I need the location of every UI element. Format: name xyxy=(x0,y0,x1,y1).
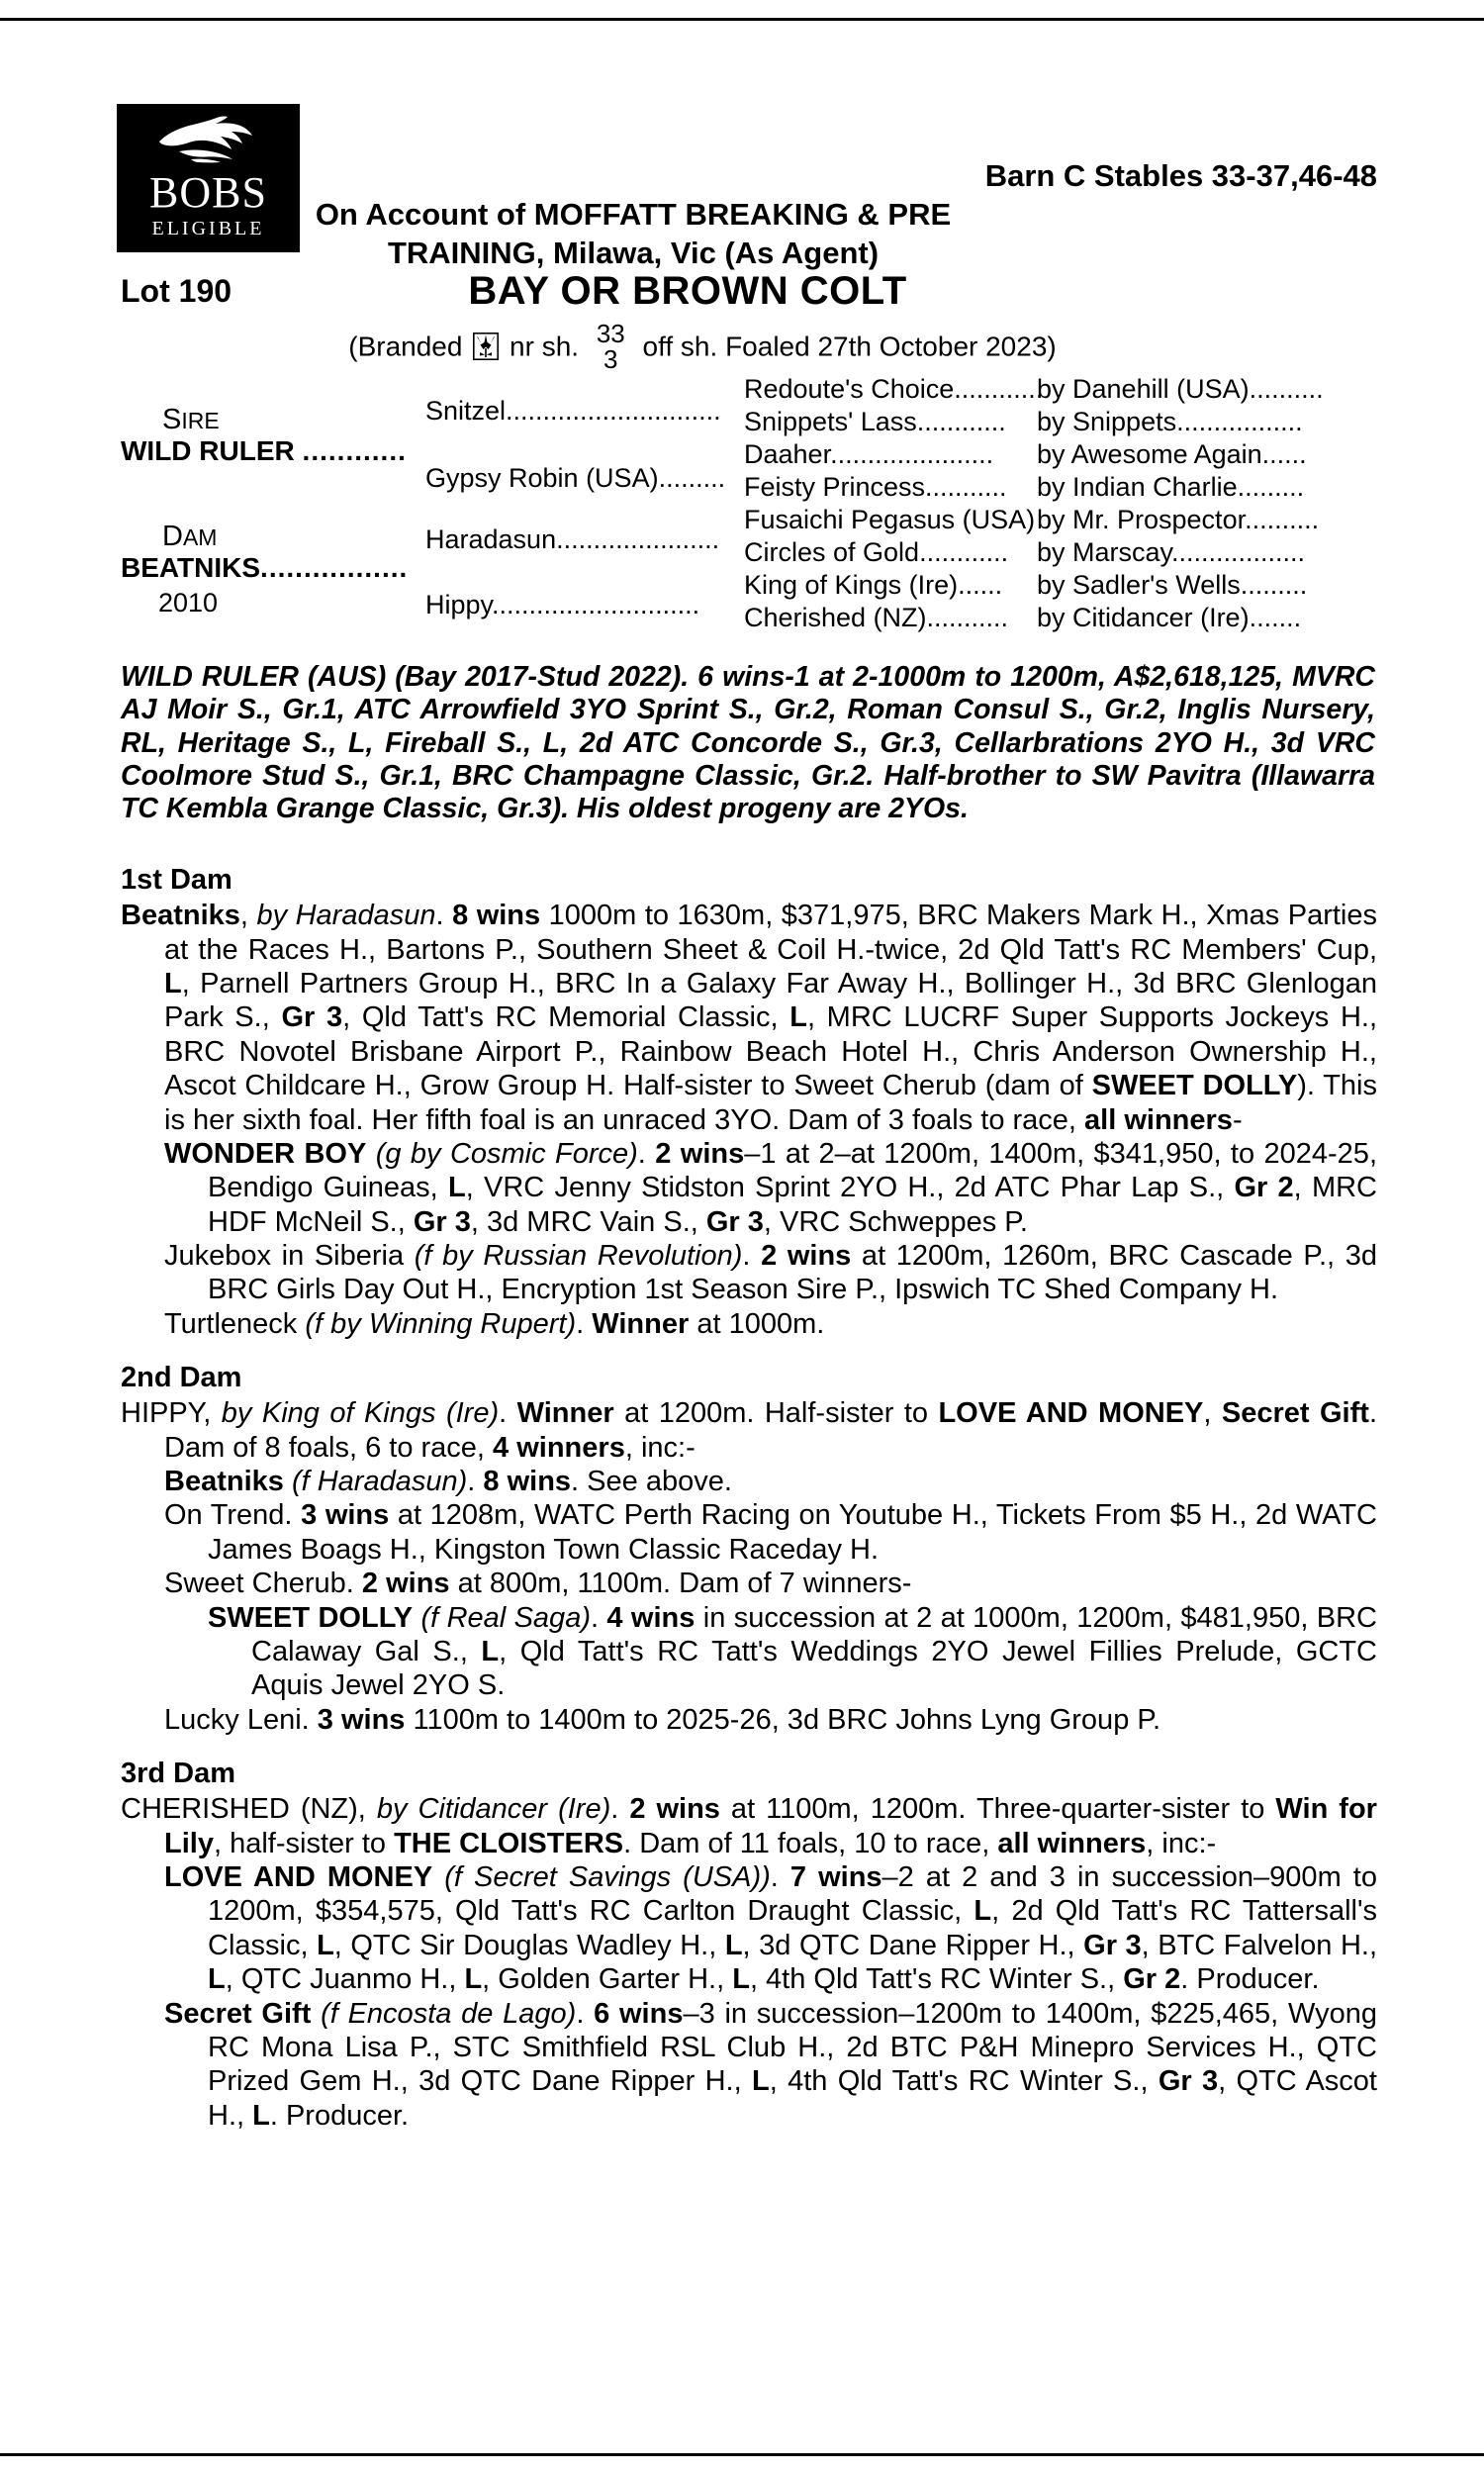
vendor-account-block xyxy=(0,196,1266,273)
first-dam-entries xyxy=(121,899,1377,1341)
pedigree-by-row: by Citidancer (Ire)....... xyxy=(1037,603,1302,632)
dam-dots: ................. xyxy=(260,552,409,583)
pedigree-entry: HIPPY, by King of Kings (Ire). Winner at 1200m. Half-sister to LOVE AND MONEY, Secret Gift. Dam of 8 foals, 6 to race, 4 winners, inc:- xyxy=(121,1397,1377,1464)
pedigree-by-row: by Marscay.................. xyxy=(1037,537,1306,567)
pedigree-mid-row: Snitzel............................. xyxy=(425,396,721,426)
pedigree-by-row: by Danehill (USA).......... xyxy=(1037,374,1324,404)
header xyxy=(0,0,1484,270)
pedigree-sireof-column xyxy=(1037,374,1393,641)
pedigree-mid-row: Hippy............................ xyxy=(425,590,700,619)
dam-label: DAM xyxy=(162,521,218,552)
third-dam-heading: 3rd Dam xyxy=(121,1757,236,1789)
pedigree-entry: Beatniks (f Haradasun). 8 wins. See above. xyxy=(164,1466,732,1498)
pedigree-by-row: by Sadler's Wells......... xyxy=(1037,570,1308,600)
pedigree-entry: On Trend. 3 wins at 1208m, WATC Perth Racing on Youtube H., Tickets From $5 H., 2d WATC James Boags H., Kingston Town Classic Raceday H. xyxy=(164,1499,1377,1566)
brand-number-fraction xyxy=(597,321,625,372)
brand-number-bottom: 3 xyxy=(603,344,618,374)
pedigree-entry: Turtleneck (f by Winning Rupert). Winner at 1000m. xyxy=(164,1307,825,1340)
dam-name: BEATNIKS................. xyxy=(121,552,409,583)
page-title: BAY OR BROWN COLT xyxy=(468,269,907,313)
pedigree-entry: Lucky Leni. 3 wins 1100m to 1400m to 2025-26, 3d BRC Johns Lyng Group P. xyxy=(164,1703,1161,1736)
pedigree-entry: Secret Gift (f Encosta de Lago). 6 wins–3 in succession–1200m to 1400m, $225,465, Wyong RC Mona Lisa P., STC Smithfield RSL Club H., 2d BTC P&H Minepro Services H., QTC Prized Gem H., 3d QTC Dane Ripper H., L, 4th Qld Tatt's RC Winter S., Gr 3, QTC Ascot H., L. Producer. xyxy=(164,1997,1377,2132)
pedigree-entry: Sweet Cherub. 2 wins at 800m, 1100m. Dam of 7 winners- xyxy=(164,1568,912,1600)
pedigree-gp-row: Daaher...................... xyxy=(744,439,994,469)
horse-head-icon xyxy=(149,112,268,169)
sire-label: SIRE xyxy=(162,404,220,435)
pedigree-greatgrandparents-column xyxy=(744,374,1044,641)
pedigree-table xyxy=(0,374,1484,641)
brand-number-top: 33 xyxy=(596,319,625,348)
first-dam-heading: 1st Dam xyxy=(121,864,232,896)
sire-name: WILD RULER ............ xyxy=(121,435,407,466)
pedigree-gp-row: Feisty Princess........... xyxy=(744,472,1007,502)
pedigree-parents-column xyxy=(121,374,409,641)
pedigree-gp-row: Redoute's Choice............ xyxy=(744,374,1044,404)
barn-stables-line: Barn C Stables 33-37,46-48 xyxy=(984,158,1377,193)
pedigree-gp-row: Circles of Gold............ xyxy=(744,537,1009,567)
lot-number: Lot 190 xyxy=(121,273,232,309)
bobs-eligible-subtext: ELIGIBLE xyxy=(151,218,265,239)
pedigree-entry: Beatniks, by Haradasun. 8 wins 1000m to 1630m, $371,975, BRC Makers Mark H., Xmas Parties at the Races H., Bartons P., Southern Sheet & Coil H.-twice, 2d Qld Tatt's RC Members' Cup, L, Parnell Partners Group H., BRC In a Galaxy Far Away H., Bollinger H., 3d BRC Glenlogan Park S., Gr 3, Qld Tatt's RC Memorial Classic, L, MRC LUCRF Super Supports Jockeys H., BRC Novotel Brisbane Airport P., Rainbow Beach Hotel H., Chris Anderson Ownership H., Ascot Childcare H., Grow Group H. Half-sister to Sweet Cherub (dam of SWEET DOLLY). This is her sixth foal. Her fifth foal is an unraced 3YO. Dam of 3 foals to race, all winners- xyxy=(121,900,1378,1136)
pedigree-entry: LOVE AND MONEY (f Secret Savings (USA)). 7 wins–2 at 2 and 3 in succession–900m to 1200m, $354,575, Qld Tatt's RC Carlton Draught Classic, L, 2d Qld Tatt's RC Tattersall's Classic, L, QTC Sir Douglas Wadley H., L, 3d QTC Dane Ripper H., Gr 3, BTC Falvelon H., L, QTC Juanmo H., L, Golden Garter H., L, 4th Qld Tatt's RC Winter S., Gr 2. Producer. xyxy=(164,1861,1378,1996)
branded-prefix: (Branded xyxy=(348,331,463,362)
pedigree-body xyxy=(121,863,1377,2133)
brand-mark-icon xyxy=(473,333,499,360)
vendor-account-line-1: On Account of MOFFATT BREAKING & PRE xyxy=(315,197,952,232)
second-dam-entries xyxy=(121,1396,1377,1737)
bottom-rule xyxy=(0,2453,1484,2456)
sire-dots: ............ xyxy=(302,435,407,466)
third-dam-entries xyxy=(121,1792,1377,2133)
pedigree-gp-row: Fusaichi Pegasus (USA) xyxy=(744,505,1036,534)
second-dam-heading: 2nd Dam xyxy=(121,1362,242,1394)
sire-summary-paragraph: WILD RULER (AUS) (Bay 2017-Stud 2022). 6 wins-1 at 2-1000m to 1200m, A$2,618,125, MVRC AJ Moir S., Gr.1, ATC Arrowfield 3YO Sprint S., Gr.2, Roman Consul S., Gr.2, Inglis Nursery, RL, Heritage S., L, Fireball S., L, 2d ATC Concorde S., Gr.3, Cellarbrations 2YO H., 3d VRC Coolmore Stud S., Gr.1, BRC Champagne Classic, Gr.2. Half-brother to SW Pavitra (Illawarra TC Kembla Grange Classic, Gr.3). His oldest progeny are 2YOs. xyxy=(121,661,1375,825)
pedigree-gp-row: Cherished (NZ)........... xyxy=(744,603,1009,632)
pedigree-grandparents-column xyxy=(425,374,742,641)
pedigree-mid-row: Gypsy Robin (USA)......... xyxy=(425,463,726,493)
vendor-account-line-2: TRAINING, Milawa, Vic (As Agent) xyxy=(387,235,880,270)
pedigree-mid-row: Haradasun...................... xyxy=(425,524,720,554)
pedigree-entry: CHERISHED (NZ), by Citidancer (Ire). 2 wins at 1100m, 1200m. Three-quarter-sister to Win for Lily, half-sister to THE CLOISTERS. Dam of 11 foals, 10 to race, all winners, inc:- xyxy=(121,1793,1377,1859)
pedigree-by-row: by Snippets................. xyxy=(1037,407,1303,436)
branded-near-shoulder: nr sh. xyxy=(510,331,580,362)
pedigree-gp-row: King of Kings (Ire)...... xyxy=(744,570,1003,600)
pedigree-entry: Jukebox in Siberia (f by Russian Revolution). 2 wins at 1200m, 1260m, BRC Cascade P., 3d BRC Girls Day Out H., Encryption 1st Season Sire P., Ipswich TC Shed Company H. xyxy=(164,1239,1377,1306)
branded-line xyxy=(0,319,1405,374)
bobs-wordmark: BOBS xyxy=(149,168,267,217)
pedigree-entry: WONDER BOY (g by Cosmic Force). 2 wins–1 at 2–at 1200m, 1400m, $341,950, to 2024-25, Bendigo Guineas, L, VRC Jenny Stidston Sprint 2YO H., 2d ATC Phar Lap S., Gr 2, MRC HDF McNeil S., Gr 3, 3d MRC Vain S., Gr 3, VRC Schweppes P. xyxy=(164,1137,1377,1238)
pedigree-by-row: by Mr. Prospector.......... xyxy=(1037,505,1320,534)
pedigree-entry: SWEET DOLLY (f Real Saga). 4 wins in succession at 2 at 1000m, 1200m, $481,950, BRC Calaway Gal S., L, Qld Tatt's RC Tatt's Weddings 2YO Jewel Fillies Prelude, GCTC Aquis Jewel 2YO S. xyxy=(208,1601,1377,1702)
branded-off-shoulder: off sh. Foaled 27th October 2023) xyxy=(642,331,1057,362)
lot-title-row xyxy=(0,269,1484,321)
pedigree-gp-row: Snippets' Lass............ xyxy=(744,407,1006,436)
pedigree-by-row: by Indian Charlie......... xyxy=(1037,472,1305,502)
pedigree-by-row: by Awesome Again...... xyxy=(1037,439,1307,469)
dam-year: 2010 xyxy=(158,588,219,618)
